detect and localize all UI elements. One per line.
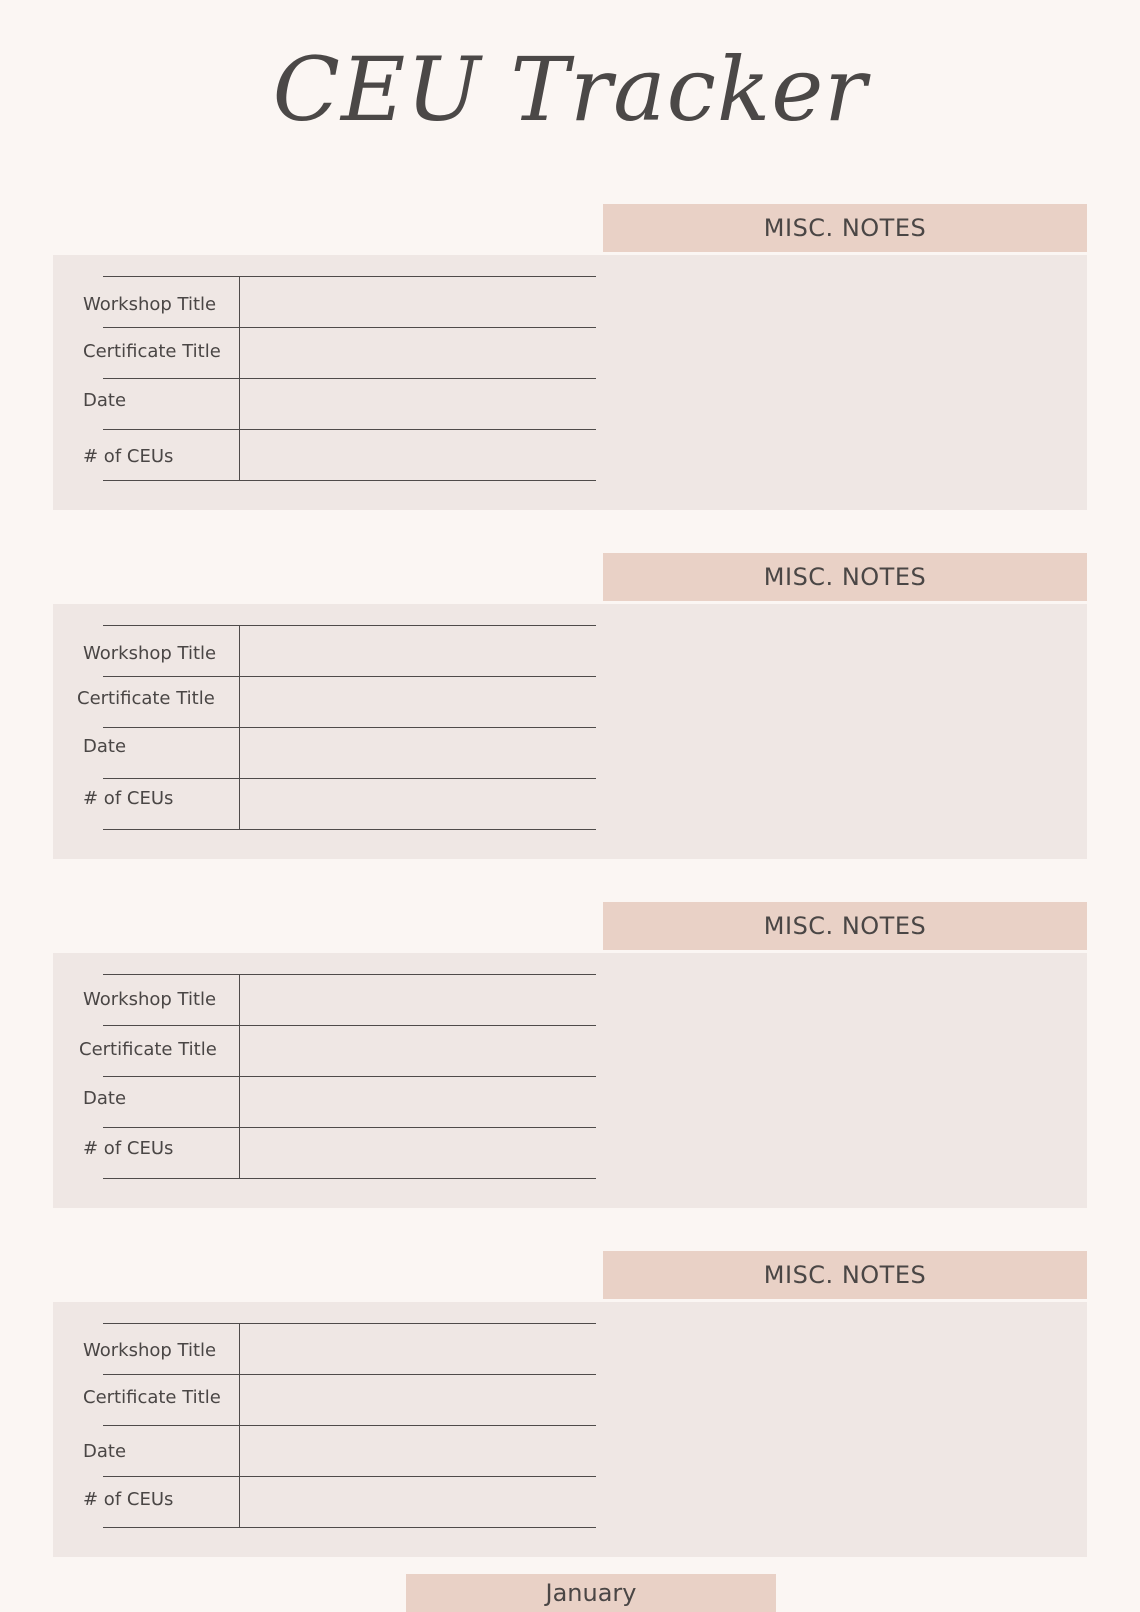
date-label: Date	[83, 736, 127, 757]
date-field[interactable]	[241, 1078, 596, 1127]
page-title: CEU Tracker	[272, 38, 868, 141]
ceus-label: # of CEUs	[83, 1489, 174, 1510]
entry-panel	[53, 1302, 1087, 1557]
rule-line	[103, 1127, 596, 1128]
rule-line	[103, 1025, 596, 1026]
date-field[interactable]	[241, 729, 596, 778]
rule-line	[103, 1076, 596, 1077]
ceus-field[interactable]	[241, 1478, 596, 1527]
rule-line	[103, 727, 596, 728]
misc-notes-header: MISC. NOTES	[603, 553, 1087, 601]
certificate-title-field[interactable]	[241, 678, 596, 727]
ceus-field[interactable]	[241, 780, 596, 829]
column-divider	[239, 974, 240, 1179]
rule-line	[103, 1476, 596, 1477]
ceus-label: # of CEUs	[83, 1138, 174, 1159]
rule-line	[103, 974, 596, 975]
date-label: Date	[83, 1088, 127, 1109]
certificate-title-field[interactable]	[241, 1376, 596, 1425]
entry-panel	[53, 604, 1087, 859]
certificate-title-label: Certificate Title	[79, 1039, 217, 1060]
ceu-entry-3	[53, 902, 1087, 1208]
rule-line	[103, 1178, 596, 1179]
ceu-entry-4	[53, 1251, 1087, 1557]
rule-line	[103, 1323, 596, 1324]
ceus-field[interactable]	[241, 431, 596, 480]
workshop-title-field[interactable]	[241, 1325, 596, 1374]
date-label: Date	[83, 1441, 127, 1462]
entry-form	[53, 625, 598, 830]
entry-form	[53, 1323, 598, 1528]
misc-notes-header: MISC. NOTES	[603, 1251, 1087, 1299]
workshop-title-label: Workshop Title	[83, 989, 217, 1010]
date-field[interactable]	[241, 380, 596, 429]
rule-line	[103, 778, 596, 779]
workshop-title-field[interactable]	[241, 278, 596, 327]
rule-line	[103, 625, 596, 626]
rule-line	[103, 429, 596, 430]
misc-notes-header: MISC. NOTES	[603, 204, 1087, 252]
rule-line	[103, 676, 596, 677]
column-divider	[239, 625, 240, 830]
rule-line	[103, 829, 596, 830]
entry-panel	[53, 953, 1087, 1208]
workshop-title-label: Workshop Title	[83, 294, 217, 315]
workshop-title-field[interactable]	[241, 627, 596, 676]
date-field[interactable]	[241, 1427, 596, 1476]
ceus-label: # of CEUs	[83, 446, 174, 467]
rule-line	[103, 1374, 596, 1375]
rule-line	[103, 480, 596, 481]
certificate-title-label: Certificate Title	[83, 1387, 221, 1408]
certificate-title-field[interactable]	[241, 329, 596, 378]
certificate-title-label: Certificate Title	[83, 341, 221, 362]
workshop-title-field[interactable]	[241, 976, 596, 1025]
rule-line	[103, 1527, 596, 1528]
rule-line	[103, 1425, 596, 1426]
entry-form	[53, 974, 598, 1179]
ceu-entry-1	[53, 204, 1087, 510]
ceu-entry-2	[53, 553, 1087, 859]
workshop-title-label: Workshop Title	[83, 1340, 217, 1361]
ceus-label: # of CEUs	[83, 788, 174, 809]
rule-line	[103, 276, 596, 277]
misc-notes-header: MISC. NOTES	[603, 902, 1087, 950]
month-tab: January	[406, 1574, 776, 1612]
column-divider	[239, 1323, 240, 1528]
date-label: Date	[83, 390, 127, 411]
rule-line	[103, 327, 596, 328]
entry-form	[53, 276, 598, 481]
certificate-title-field[interactable]	[241, 1027, 596, 1076]
ceus-field[interactable]	[241, 1129, 596, 1178]
column-divider	[239, 276, 240, 481]
certificate-title-label: Certificate Title	[77, 688, 215, 709]
rule-line	[103, 378, 596, 379]
entry-panel	[53, 255, 1087, 510]
workshop-title-label: Workshop Title	[83, 643, 217, 664]
